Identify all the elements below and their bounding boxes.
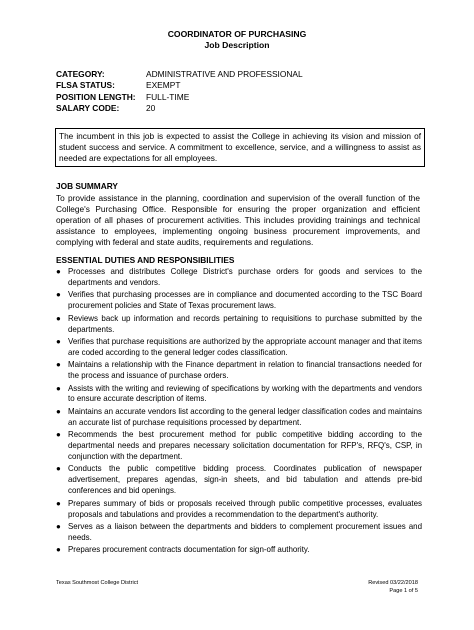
meta-value: FULL-TIME xyxy=(146,91,190,102)
bullet-icon: ● xyxy=(56,267,61,276)
bullet-icon: ● xyxy=(56,464,61,474)
footer-page-number: Page 1 of 5 xyxy=(389,588,418,594)
page-title: COORDINATOR OF PURCHASING xyxy=(167,29,307,39)
bullet-icon: ● xyxy=(56,290,61,300)
bullet-icon: ● xyxy=(56,521,61,531)
meta-value: EXEMPT xyxy=(146,80,181,91)
duty-text: Verifies that purchasing processes are in compliance and documented according to the TSC Board procurement policies and State of Texas procurement laws. xyxy=(68,290,422,311)
list-item xyxy=(56,430,422,463)
meta-row-category xyxy=(56,69,303,80)
bullet-icon: ● xyxy=(56,383,61,393)
list-item xyxy=(56,464,422,497)
duty-text: Maintains an accurate vendors list according to the general ledger classification codes and maintains an accurate list of purchase requisitions processed by department. xyxy=(68,406,422,427)
duty-text: Prepares procurement contracts documentation for sign-off authority. xyxy=(68,545,310,555)
meta-row-position-length xyxy=(56,92,303,103)
bullet-icon: ● xyxy=(56,360,61,370)
meta-key: CATEGORY: xyxy=(56,69,105,79)
duties-list xyxy=(56,267,422,558)
meta-key: FLSA STATUS: xyxy=(56,80,115,91)
list-item xyxy=(56,545,422,556)
list-item xyxy=(56,314,422,336)
bullet-icon: ● xyxy=(56,336,61,346)
meta-row-flsa xyxy=(56,80,303,91)
list-item xyxy=(56,337,422,359)
meta-key: POSITION LENGTH: xyxy=(56,91,136,102)
duty-text: Reviews back up information and records pertaining to requisitions to purchase submitted by the departments. xyxy=(68,313,422,334)
notice-box: The incumbent in this job is expected to assist the College in achieving its vision and mission of student success and service. A commitment to excellence, service, and a willingness to assist as needed are expectations for all employees. xyxy=(55,128,425,167)
bullet-icon: ● xyxy=(56,406,61,416)
list-item xyxy=(56,384,422,406)
duty-text: Recommends the best procurement method for public competitive bidding according to the departmental needs and prepares necessary solicitation documentation for RFP's, RFQ's, CSP, in conjunction with the department. xyxy=(68,430,422,461)
duties-heading: ESSENTIAL DUTIES AND RESPONSIBILITIES xyxy=(56,255,235,265)
page-subtitle: Job Description xyxy=(204,40,270,50)
meta-value: 20 xyxy=(146,103,156,114)
list-item xyxy=(56,267,422,289)
meta-row-salary-code xyxy=(56,103,303,114)
duty-text: Prepares summary of bids or proposals received through public competitive processes, evaluates proposals and tabulations and provides a recommendation to the department's authority. xyxy=(68,498,422,519)
bullet-icon: ● xyxy=(56,430,61,440)
bullet-icon: ● xyxy=(56,498,61,508)
bullet-icon: ● xyxy=(56,313,61,323)
duty-text: Conducts the public competitive bidding process. Coordinates publication of newspaper advertisement, prepares agendas, sign-in sheets, and bid tabulation and attends pre-bid conferences and bid openings. xyxy=(68,464,422,496)
job-metadata xyxy=(56,69,303,115)
footer-org: Texas Southmost College District xyxy=(56,580,139,586)
footer-revised: Revised 03/22/2018 xyxy=(368,580,418,586)
duty-text: Maintains a relationship with the Finance department in relation to financial transactions needed for the process and issuance of purchase orders. xyxy=(68,360,422,381)
meta-key: SALARY CODE: xyxy=(56,103,120,114)
list-item xyxy=(56,522,422,544)
list-item xyxy=(56,360,422,382)
duty-text: Serves as a liaison between the departments and bidders to complement procurement issues and needs. xyxy=(68,521,422,542)
job-summary-heading: JOB SUMMARY xyxy=(56,181,118,191)
duty-text: Verifies that purchase requisitions are authorized by the appropriate account manager and that items are coded according to the general ledger codes classification. xyxy=(68,336,422,357)
list-item xyxy=(56,290,422,312)
list-item xyxy=(56,499,422,521)
bullet-icon: ● xyxy=(56,545,61,555)
duty-text: Processes and distributes College District's purchase orders for goods and services to the departments and vendors. xyxy=(68,267,422,287)
duty-text: Assists with the writing and reviewing of specifications by working with the departments and vendors to ensure accurate description of items. xyxy=(68,383,422,404)
list-item xyxy=(56,407,422,429)
job-summary-text: To provide assistance in the planning, coordination and supervision of the overall function of the College's Purchasing Office. Responsible for ensuring the proper organization and efficient operation of all phases of procurement activities. This includes providing trainings and technical assistance to employees, implementing ongoing business procurement improvements, and complying with federal and state audits, requirements and regulations. xyxy=(56,193,420,247)
meta-value: ADMINISTRATIVE AND PROFESSIONAL xyxy=(146,69,303,79)
